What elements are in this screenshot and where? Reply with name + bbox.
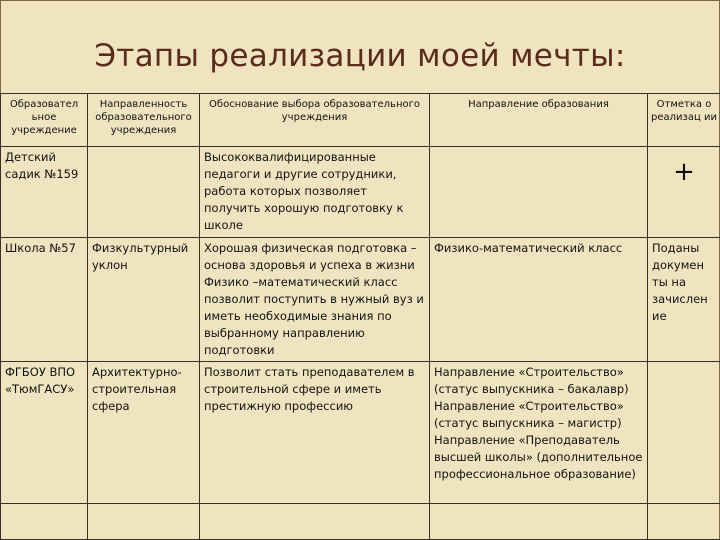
plan-table [0, 93, 720, 540]
cell-reason: Хорошая физическая подготовка – основа здоровья и успеха в жизни Физико –математический класс позволит поступить в нужный вуз и иметь необходимые знания по выбранному направлению подготовки [200, 238, 430, 362]
table-row [1, 362, 720, 504]
table-row [1, 238, 720, 362]
cell-focus [88, 147, 200, 238]
cell-mark [648, 147, 720, 238]
cell-institution: Школа №57 [1, 238, 88, 362]
plus-mark: + [673, 157, 695, 187]
table-header-row [1, 94, 720, 147]
table-row [1, 147, 720, 238]
header-focus: Направленность образовательного учреждения [88, 94, 200, 147]
cell-direction [430, 147, 648, 238]
cell-institution: Детский садик №159 [1, 147, 88, 238]
table-row-empty [1, 504, 720, 540]
header-institution: Образовател ьное учреждение [1, 94, 88, 147]
empty-cell [1, 504, 88, 540]
cell-institution: ФГБОУ ВПО «ТюмГАСУ» [1, 362, 88, 504]
cell-mark: Поданы докумен ты на зачислен ие [648, 238, 720, 362]
page-title: Этапы реализации моей мечты: [94, 38, 626, 74]
cell-focus: Физкультурный уклон [88, 238, 200, 362]
header-reason: Обоснование выбора образовательного учреждения [200, 94, 430, 147]
cell-focus: Архитектурно- строительная сфера [88, 362, 200, 504]
header-mark: Отметка о реализац ии [648, 94, 720, 147]
cell-reason: Высококвалифицированные педагоги и другие сотрудники, работа которых позволяет получить хорошую подготовку к школе [200, 147, 430, 238]
header-direction: Направление образования [430, 94, 648, 147]
cell-direction: Направление «Строительство» (статус выпускника – бакалавр) Направление «Строительство» (статус выпускника – магистр) Направление «Преподаватель высшей школы» (дополнительное профессиональное образование) [430, 362, 648, 504]
cell-mark [648, 362, 720, 504]
empty-cell [200, 504, 430, 540]
empty-cell [648, 504, 720, 540]
cell-direction: Физико-математический класс [430, 238, 648, 362]
empty-cell [430, 504, 648, 540]
cell-reason: Позволит стать преподавателем в строительной сфере и иметь престижную профессию [200, 362, 430, 504]
empty-cell [88, 504, 200, 540]
